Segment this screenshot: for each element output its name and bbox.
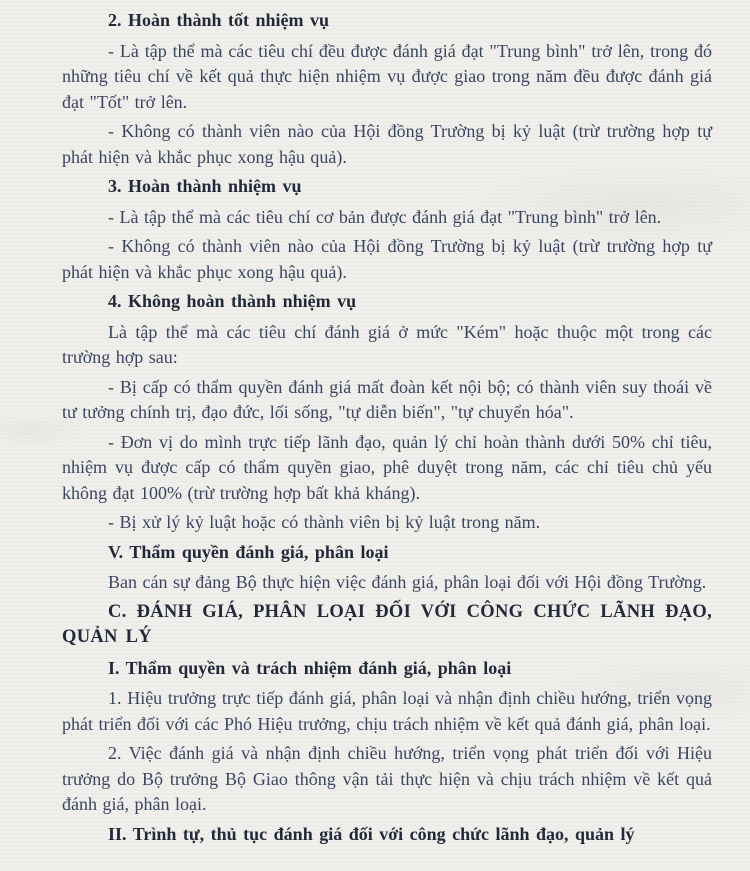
document-paragraph: - Không có thành viên nào của Hội đồng Trường bị kỷ luật (trừ trường hợp tự phát hiện và khắc phục xong hậu quả). [62,236,712,282]
document-heading: II. Trình tự, thủ tục đánh giá đối với công chức lãnh đạo, quản lý [108,823,635,844]
document-heading: C. ĐÁNH GIÁ, PHÂN LOẠI ĐỐI VỚI CÔNG CHỨC LÃNH ĐẠO, QUẢN LÝ [62,601,712,647]
document-heading: 3. Hoàn thành nhiệm vụ [108,176,302,196]
document-heading: I. Thẩm quyền và trách nhiệm đánh giá, phân loại [108,657,512,678]
document-paragraph: Ban cán sự đảng Bộ thực hiện việc đánh giá, phân loại đối với Hội đồng Trường. [108,572,707,592]
document-paragraph: 1. Hiệu trưởng trực tiếp đánh giá, phân loại và nhận định chiều hướng, triển vọng phát triển đối với các Phó Hiệu trưởng, chịu trách nhiệm về kết quả đánh giá, phân loại. [62,688,712,734]
document-paragraph: 2. Việc đánh giá và nhận định chiều hướng, triển vọng phát triển đối với Hiệu trưởng do Bộ trưởng Bộ Giao thông vận tải thực hiện và chịu trách nhiệm về kết quả đánh giá, phân loại. [62,743,712,814]
document-heading: V. Thẩm quyền đánh giá, phân loại [108,541,389,562]
document-paragraph: - Là tập thể mà các tiêu chí cơ bản được đánh giá đạt "Trung bình" trở lên. [108,206,662,227]
document-paragraph: - Bị xử lý kỷ luật hoặc có thành viên bị kỷ luật trong năm. [108,512,541,532]
document-paragraph: Là tập thể mà các tiêu chí đánh giá ở mức "Kém" hoặc thuộc một trong các trường hợp sau: [62,321,712,367]
document-text-block [62,8,712,847]
document-heading: 2. Hoàn thành tốt nhiệm vụ [108,10,330,30]
document-heading: 4. Không hoàn thành nhiệm vụ [108,291,357,311]
document-paragraph: - Bị cấp có thẩm quyền đánh giá mất đoàn kết nội bộ; có thành viên suy thoái về tư tưởng chính trị, đạo đức, lối sống, "tự diễn biến", "tự chuyển hóa". [62,376,712,422]
document-paragraph: - Đơn vị do mình trực tiếp lãnh đạo, quản lý chỉ hoàn thành dưới 50% chỉ tiêu, nhiệm vụ được cấp có thẩm quyền giao, phê duyệt trong năm, các chỉ tiêu chủ yếu không đạt 100% (trừ trường hợp bất khả kháng). [62,431,712,503]
document-paragraph: - Không có thành viên nào của Hội đồng Trường bị kỷ luật (trừ trường hợp tự phát hiện và khắc phục xong hậu quả). [62,121,712,167]
document-paragraph: - Là tập thể mà các tiêu chí đều được đánh giá đạt "Trung bình" trở lên, trong đó những tiêu chí về kết quả thực hiện nhiệm vụ được giao trong năm đều được đánh giá đạt "Tốt" trở lên. [62,40,712,112]
